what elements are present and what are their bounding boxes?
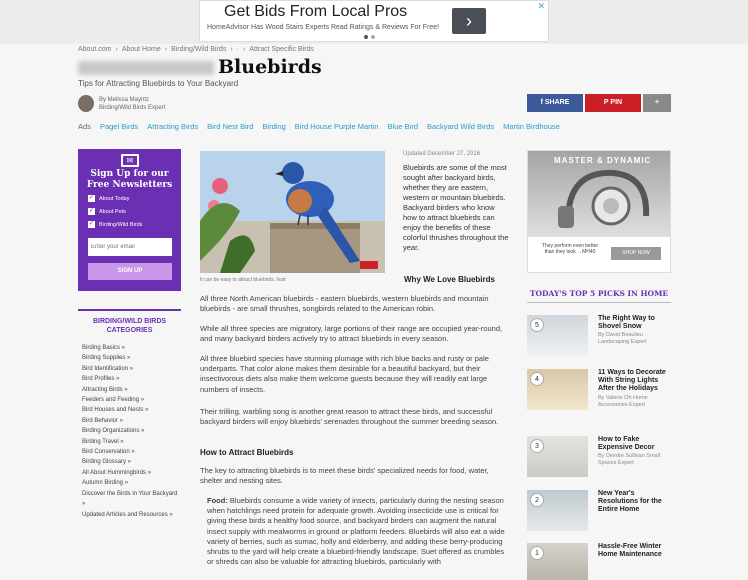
checkbox-icon[interactable]: ✓ [88, 195, 95, 201]
email-field[interactable] [88, 238, 172, 256]
newsletter-signup [78, 149, 181, 291]
pick-item[interactable] [527, 490, 671, 534]
newsletter-option[interactable]: ✓ About Today [88, 195, 130, 202]
paragraph: While all three species are migratory, large portions of their range are occupied year-round, and many backyard birders actively try to attract bluebirds in every season. [200, 324, 503, 344]
author-byline[interactable] [78, 95, 165, 112]
bluebird-photo[interactable] [200, 151, 385, 273]
pick-title[interactable]: 11 Ways to Decorate With String Lights After the Holidays [598, 369, 666, 392]
headphones-art [528, 151, 670, 237]
category-link[interactable]: Bird Behavior » [82, 417, 124, 424]
sidebar-ad[interactable] [527, 150, 671, 273]
facebook-share-button[interactable]: f SHARE [527, 94, 583, 112]
category-link[interactable]: Bird Houses and Nests » [82, 407, 149, 414]
intro-text: Bluebirds are some of the most sought after backyard birds, whether they are eastern, western or mountain bluebirds. Backyard birders who know how to attract bluebirds can enjoy the benefits of these colorful thrushes throughout the year. [403, 163, 509, 252]
category-link[interactable]: Updated Articles and Resources » [82, 511, 173, 518]
checkbox-icon[interactable]: ✓ [88, 208, 95, 214]
tag-link[interactable]: Martin Birdhouse [503, 122, 560, 131]
carousel-dot[interactable] [371, 35, 375, 39]
why-heading: Why We Love Bluebirds [404, 275, 495, 284]
pick-rank: 5 [530, 318, 544, 332]
ad-banner[interactable] [199, 0, 549, 42]
sign-up-button[interactable]: SIGN UP [88, 263, 172, 280]
photo-caption: It can be easy to attract bluebirds. Ixstr [200, 277, 286, 283]
category-link[interactable]: Birding Glossary » [82, 459, 132, 466]
category-link[interactable]: Birding Organizations » [82, 428, 145, 435]
pick-title[interactable]: New Year's Resolutions for the Entire Home [598, 490, 662, 513]
tag-link[interactable]: Blue Bird [387, 122, 419, 131]
ad-brand: MASTER & DYNAMIC [554, 156, 652, 165]
page-title-word: Bluebirds [218, 56, 322, 78]
facebook-icon: f [540, 99, 545, 106]
pick-rank: 3 [530, 439, 544, 453]
pick-item[interactable] [527, 436, 671, 480]
top-picks-heading: TODAY'S TOP 5 PICKS IN HOME [527, 289, 671, 303]
tag-link[interactable]: Backyard Wild Birds [427, 122, 495, 131]
pinterest-share-button[interactable]: P PIN [585, 94, 641, 112]
category-link[interactable]: Birding Travel » [82, 438, 124, 445]
ad-title[interactable]: Get Bids From Local Pros [224, 3, 408, 20]
category-link[interactable]: Feeders and Feeding » [82, 397, 145, 404]
ad-carousel-dots[interactable] [364, 35, 375, 39]
categories-list [82, 343, 182, 520]
tag-link[interactable]: Bird Nest Bird [207, 122, 254, 131]
breadcrumb-item: · [236, 46, 240, 53]
category-link[interactable]: Autumn Birding » [82, 480, 129, 487]
newsletter-option[interactable]: ✓ About Pets [88, 208, 126, 215]
close-icon[interactable]: ✕ [537, 1, 545, 11]
bluebird-photo-art [200, 151, 385, 273]
pick-byline: By Valerie Oh Home Accessories Expert [598, 395, 648, 408]
tag-link[interactable]: Birding [262, 122, 286, 131]
tag-link[interactable]: Attracting Birds [147, 122, 199, 131]
article-intro [403, 151, 510, 253]
categories-heading: BIRDING/WILD BIRDS CATEGORIES [78, 309, 181, 335]
pick-item[interactable] [527, 315, 671, 359]
breadcrumb: About.com › About Home › Birding/Wild Birds › · › Attract Specific Birds [78, 46, 314, 53]
envelope-icon: ✉ [121, 154, 139, 167]
breadcrumb-item[interactable]: Birding/Wild Birds [171, 46, 227, 53]
category-link[interactable]: Discover the Birds in Your Backyard » [82, 490, 178, 508]
pick-byline: By David Beaulieu Landscaping Expert [598, 332, 647, 345]
pick-title[interactable]: How to Fake Expensive Decor [598, 436, 655, 451]
pinterest-icon: P [603, 99, 611, 106]
newsletter-option[interactable]: ✓ Birding/Wild Birds [88, 221, 143, 228]
food-text: Bluebirds consume a wide variety of insects, particularly during the nesting season when hatchlings need protein for adequate growth. Avoiding insecticide use is critical for giving these birds a healthy food source, and backyard birders can augment the natural insect supply with mealworms in ground or platform feeders. Bluebirds will also eat a wide variety of berries, such as sumac, holly and elderberry, and adding these berry-producing shrubs to the yard will help create a bluebird-friendly landscape. Suet offered as crumbles or shreds can also be valuable for attracting bluebirds, particularly with [207, 496, 505, 567]
category-link[interactable]: Bird Identification » [82, 365, 134, 372]
breadcrumb-item[interactable]: About Home [121, 46, 161, 53]
top-ad-bar [0, 0, 748, 44]
paragraph: Their trilling, warbling song is another great reason to attract these birds, and successful backyard birders will enjoy bluebirds' serenades throughout the summer breeding season. [200, 407, 499, 427]
paragraph: All three bluebird species have stunning plumage with rich blue backs and rusty or pale underparts. That color alone makes them desirable for a beautiful backyard, but their insectivorous diets also make them welcome guests because they will readily eat large numbers of insects. [200, 354, 489, 394]
tag-link[interactable]: Bird House Purple Martin [294, 122, 379, 131]
chevron-right-icon[interactable]: › [452, 8, 486, 34]
sponsored-tag-nav [78, 122, 560, 131]
pick-item[interactable] [527, 369, 671, 413]
checkbox-icon[interactable]: ✓ [88, 221, 95, 227]
pick-title[interactable]: Hassle-Free Winter Home Maintenance [598, 543, 662, 558]
paragraph: The key to attracting bluebirds is to meet these birds' specialized needs for food, water, shelter and nesting sites. [200, 466, 489, 486]
category-link[interactable]: Bird Conservation » [82, 449, 135, 456]
pick-item[interactable] [527, 543, 671, 580]
breadcrumb-item[interactable]: Attract Specific Birds [249, 46, 314, 53]
category-link[interactable]: Attracting Birds » [82, 386, 128, 393]
pick-rank: 1 [530, 546, 544, 560]
how-heading: How to Attract Bluebirds [200, 448, 294, 457]
blurred-title-text [78, 61, 214, 75]
page-title [78, 56, 322, 78]
headphones-photo[interactable] [528, 151, 670, 237]
ad-tagline: They perform even better than they look →MH40 [541, 243, 599, 255]
pick-rank: 2 [530, 493, 544, 507]
category-link[interactable]: All About Hummingbirds » [82, 469, 152, 476]
category-link[interactable]: Birding Supplies » [82, 355, 131, 362]
pick-byline: By Deirdre Sullivan Small Spaces Expert [598, 453, 661, 466]
pick-rank: 4 [530, 372, 544, 386]
page-subtitle: Tips for Attracting Bluebirds to Your Backyard [78, 79, 239, 88]
paragraph: All three North American bluebirds - eastern bluebirds, western bluebirds and mountain bluebirds - are small thrushes, songbirds related to the American robin. [200, 294, 489, 314]
author-role: Birding/Wild Birds Expert [99, 104, 166, 111]
category-link[interactable]: Birding Basics » [82, 345, 126, 351]
category-link[interactable]: Bird Profiles » [82, 376, 120, 383]
author-name[interactable]: By Melissa Mayntz [99, 96, 150, 103]
carousel-dot[interactable] [364, 35, 368, 39]
breadcrumb-item[interactable]: About.com [78, 46, 112, 53]
pick-title[interactable]: The Right Way to Shovel Snow [598, 315, 655, 330]
food-label: Food: [207, 496, 228, 505]
share-bar [527, 94, 671, 112]
ads-label: Ads [78, 122, 91, 131]
tag-link[interactable]: Pagel Birds [99, 122, 139, 131]
updated-date: Updated December 27, 2016 [403, 151, 481, 157]
more-share-button[interactable]: + [643, 94, 671, 112]
shop-now-button[interactable]: SHOP NOW [611, 247, 661, 260]
newsletter-title: Sign Up for our Free Newsletters [86, 169, 173, 190]
ad-subtitle: HomeAdvisor Has Wood Stairs Experts Read Ratings & Reviews For Free! [207, 24, 440, 31]
food-paragraph [207, 496, 510, 567]
avatar[interactable] [78, 95, 94, 112]
